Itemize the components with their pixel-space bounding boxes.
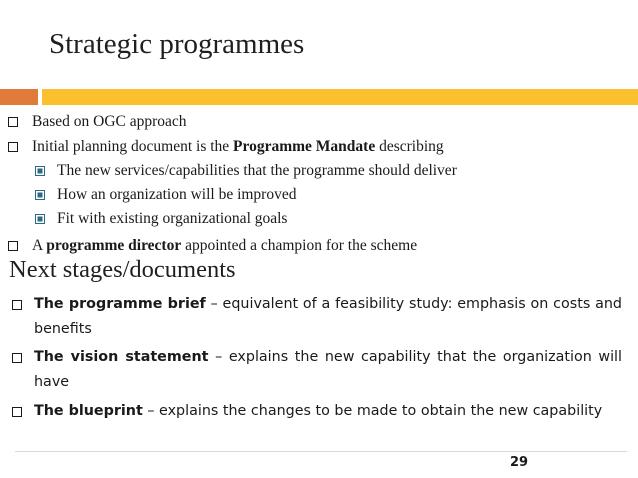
bullet-3-bold: programme director bbox=[46, 237, 182, 254]
square-bullet-icon bbox=[12, 407, 22, 417]
accent-bar-orange bbox=[0, 89, 38, 105]
bullet-2-bold: Programme Mandate bbox=[233, 138, 376, 155]
next-item-1-text: – equivalent of a feasibility study: emphasis on costs and benefits bbox=[34, 296, 627, 337]
square-bullet-icon bbox=[12, 300, 22, 310]
next-item-1 bbox=[12, 292, 627, 342]
next-item-3-text: – explains the changes to be made to obtain the new capability bbox=[142, 403, 603, 419]
square-bullet-icon bbox=[8, 142, 18, 152]
bullet-3-text-after: appointed a champion for the scheme bbox=[181, 237, 418, 254]
next-item-1-bold: The programme brief bbox=[34, 296, 206, 312]
next-stages-heading: Next stages/documents bbox=[9, 256, 236, 283]
bullet-2-text-after: describing bbox=[375, 138, 444, 155]
bullet-1-text: Based on OGC approach bbox=[32, 113, 187, 130]
square-bullet-icon bbox=[8, 117, 18, 127]
next-item-2-bold: The vision statement bbox=[34, 349, 209, 365]
sub-bullet-icon bbox=[35, 166, 45, 176]
bullet-3 bbox=[8, 237, 417, 255]
sub-bullet-3 bbox=[35, 210, 287, 228]
sub-bullet-2-text: How an organization will be improved bbox=[57, 186, 297, 203]
accent-bar-yellow bbox=[42, 89, 638, 105]
sub-bullet-3-text: Fit with existing organizational goals bbox=[57, 210, 288, 227]
next-item-2 bbox=[12, 345, 627, 395]
next-item-3-bold: The blueprint bbox=[34, 403, 143, 419]
square-bullet-icon bbox=[8, 241, 18, 251]
bullet-2-text-before: Initial planning document is the bbox=[32, 138, 234, 155]
sub-bullet-1-text: The new services/capabilities that the programme should deliver bbox=[57, 162, 457, 179]
bullet-1 bbox=[8, 113, 187, 131]
footer-divider bbox=[15, 451, 627, 452]
bullet-3-text-before: A bbox=[32, 237, 47, 254]
bullet-2 bbox=[8, 138, 444, 156]
slide-title: Strategic programmes bbox=[49, 28, 305, 60]
sub-bullet-1 bbox=[35, 162, 457, 180]
page-number: 29 bbox=[510, 455, 529, 470]
sub-bullet-icon bbox=[35, 214, 45, 224]
next-item-2-text: – explains the new capability that the organization will have bbox=[34, 349, 627, 390]
square-bullet-icon bbox=[12, 353, 22, 363]
sub-bullet-2 bbox=[35, 186, 296, 204]
next-item-3 bbox=[12, 399, 622, 424]
sub-bullet-icon bbox=[35, 190, 45, 200]
